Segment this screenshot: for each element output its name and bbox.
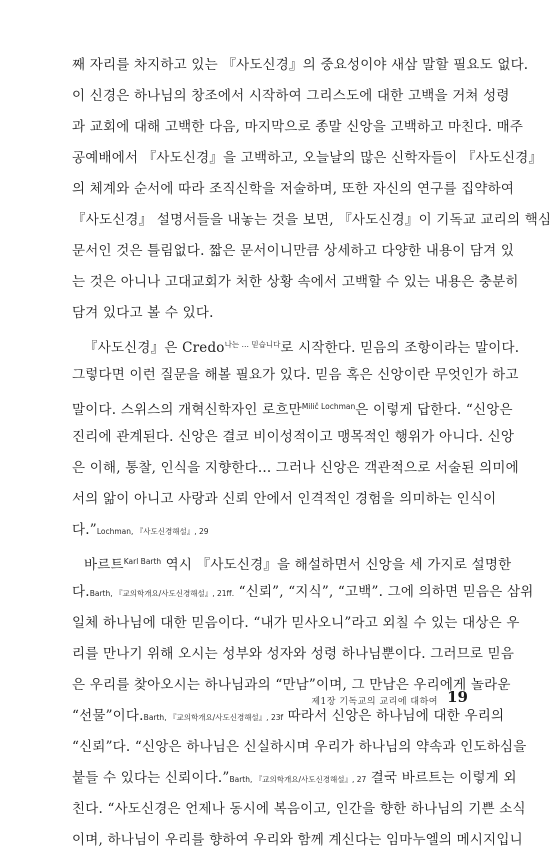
text-line bbox=[72, 174, 515, 205]
text-line bbox=[72, 825, 523, 856]
text-line bbox=[72, 112, 524, 143]
text-line bbox=[72, 732, 527, 763]
text-run: 결국 바르트는 이렇게 외 bbox=[366, 770, 517, 786]
text-run: 다. bbox=[72, 584, 90, 600]
text-run: 는 것은 아니나 고대교회가 처한 상황 속에서 고백할 수 있는 내용은 충분히 bbox=[72, 274, 519, 290]
page-footer bbox=[0, 686, 500, 716]
text-run: 친다. “사도신경은 언제나 동시에 복음이고, 인간을 향한 하나님의 기쁜 소식 bbox=[72, 801, 526, 817]
text-run: 담겨 있다고 볼 수 있다. bbox=[72, 305, 214, 321]
text-run: “선물”이다. bbox=[72, 708, 144, 724]
text-run: 말이다. 스위스의 개혁신학자인 로흐만 bbox=[72, 402, 302, 418]
paragraph bbox=[72, 50, 551, 329]
inline-gloss: 나는 … 믿습니다 bbox=[224, 340, 281, 349]
paragraph bbox=[72, 329, 520, 546]
text-line bbox=[72, 360, 519, 391]
text-run: 역시 『사도신경』을 해설하면서 신앙을 세 가지로 설명한 bbox=[161, 557, 512, 573]
text-line bbox=[72, 515, 460, 546]
text-line bbox=[72, 50, 529, 81]
text-run: 서의 앎이 아니고 사랑과 신뢰 안에서 인격적인 경험을 의미하는 인식이 bbox=[72, 491, 497, 507]
text-line bbox=[72, 608, 520, 639]
running-head: 제1장 기독교의 교리에 대하여 bbox=[311, 697, 438, 707]
text-run: 리를 만나기 위해 오시는 성부와 성자와 성령 하나님뿐이다. 그러므로 믿음 bbox=[72, 646, 515, 662]
inline-citation: Barth, 『교의학개요/사도신경해설』, 21ff. bbox=[89, 589, 235, 598]
text-run: 로 시작한다. 믿음의 조항이라는 말이다. bbox=[280, 340, 520, 356]
text-run: 이며, 하나님이 우리를 향하여 우리와 함께 계신다는 임마누엘의 메시지입니 bbox=[72, 832, 523, 848]
text-run: 붙들 수 있다는 신뢰이다.” bbox=[72, 770, 230, 786]
inline-citation: Barth, 『교의학개요/사도신경해설』, 23f bbox=[143, 713, 284, 722]
text-run: 다.” bbox=[72, 522, 97, 538]
text-run: 의 체계와 순서에 따라 조직신학을 저술하며, 또한 자신의 연구를 집약하여 bbox=[72, 181, 515, 197]
text-line bbox=[72, 763, 517, 794]
text-run: 은 우리를 찾아오시는 하나님과의 “만남”이며, 그 만남은 우리에게 놀라운 bbox=[72, 677, 511, 693]
inline-citation: Lochman, 『사도신경해설』, 29 bbox=[96, 527, 209, 536]
text-run: 공예배에서 『사도신경』을 고백하고, 오늘날의 많은 신학자들이 『사도신경』 bbox=[72, 150, 543, 166]
text-line bbox=[72, 329, 520, 360]
text-run: 은 이렇게 답한다. “신앙은 bbox=[355, 402, 513, 418]
text-run: 따라서 신앙은 하나님에 대한 우리의 bbox=[283, 708, 505, 724]
text-line bbox=[72, 143, 543, 174]
inline-gloss: Karl Barth bbox=[123, 557, 162, 566]
text-run: 문서인 것은 틀림없다. 짧은 문서이니만큼 상세하고 다양한 내용이 담겨 있 bbox=[72, 243, 515, 259]
text-run: 『사도신경』 설명서들을 내놓는 것을 보면, 『사도신경』이 기독교 교리의 핵심 bbox=[72, 212, 551, 228]
text-run: 은 이해, 통찰, 인식을 지향한다... 그러나 신앙은 객관적으로 서술된 의미에 bbox=[72, 460, 519, 476]
text-run: “신뢰”, “지식”, “고백”. 그에 의하면 믿음은 삼위 bbox=[234, 584, 534, 600]
text-line bbox=[72, 577, 534, 608]
text-line bbox=[72, 391, 513, 422]
text-line bbox=[72, 267, 519, 298]
text-run: 째 자리를 차지하고 있는 『사도신경』의 중요성이야 새삼 말할 필요도 없다. bbox=[72, 57, 529, 73]
text-line bbox=[72, 453, 519, 484]
text-line bbox=[72, 205, 551, 236]
body-text bbox=[72, 50, 551, 856]
page-number: 19 bbox=[447, 688, 468, 706]
inline-gloss: Milič Lochman bbox=[301, 402, 356, 411]
text-run: 진리에 관계된다. 신앙은 결코 비이성적이고 맹목적인 행위가 아니다. 신앙 bbox=[72, 429, 515, 445]
text-run: 바르트 bbox=[84, 557, 124, 573]
text-line bbox=[72, 546, 512, 577]
text-line bbox=[72, 236, 515, 267]
text-run: 일체 하나님에 대한 믿음이다. “내가 믿사오니”라고 외칠 수 있는 대상은 우 bbox=[72, 615, 520, 631]
inline-citation: Barth, 『교의학개요/사도신경해설』, 27 bbox=[229, 775, 367, 784]
text-line bbox=[72, 639, 515, 670]
text-run: 그렇다면 이런 질문을 해볼 필요가 있다. 믿음 혹은 신앙이란 무엇인가 하고 bbox=[72, 367, 519, 383]
text-run: 이 신경은 하나님의 창조에서 시작하여 그리스도에 대한 고백을 거쳐 성령 bbox=[72, 88, 510, 104]
text-line bbox=[72, 298, 460, 329]
text-run: 과 교회에 대해 고백한 다음, 마지막으로 종말 신앙을 고백하고 마친다. 매주 bbox=[72, 119, 524, 135]
text-line bbox=[72, 484, 497, 515]
text-line bbox=[72, 794, 526, 825]
text-line bbox=[72, 81, 510, 112]
text-run: 『사도신경』은 Credo bbox=[84, 340, 225, 356]
text-line bbox=[72, 422, 515, 453]
text-run: “신뢰”다. “신앙은 하나님은 신실하시며 우리가 하나님의 약속과 인도하심을 bbox=[72, 739, 527, 755]
